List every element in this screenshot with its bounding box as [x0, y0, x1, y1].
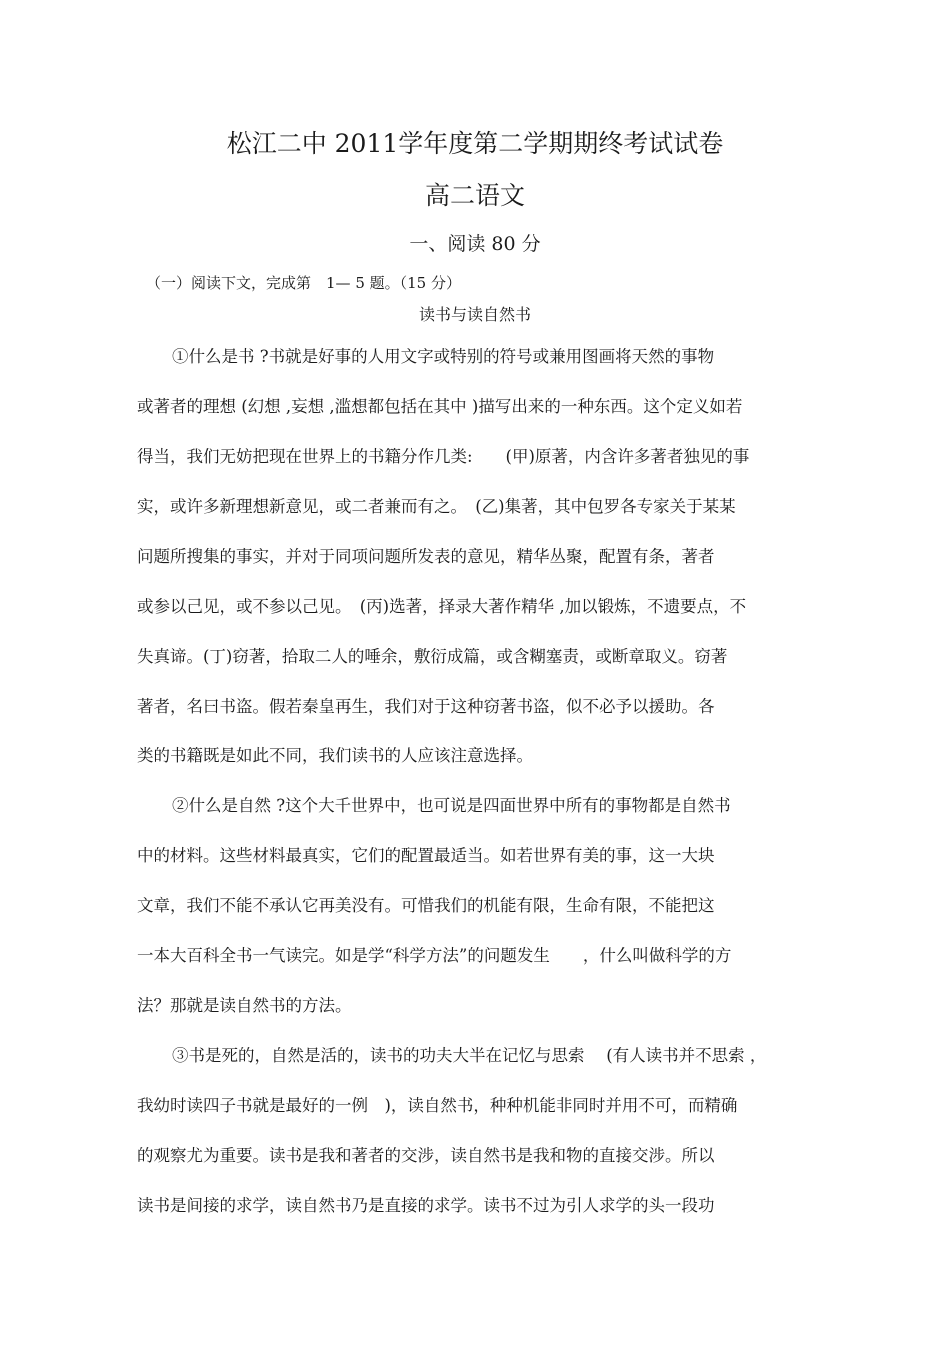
article-line: 或参以己见，或不参以己见。 (丙)选著，择录大著作精华 ,加以锻炼，不遗要点，不: [137, 597, 747, 616]
section-heading: 一、阅读 80 分: [409, 233, 541, 255]
article-line: 中的材料。这些材料最真实，它们的配置最适当。如若世界有美的事，这一大块: [137, 846, 715, 865]
question-instruction: （一）阅读下文，完成第 1— 5 题。（15 分）: [146, 274, 461, 292]
article-line: 著者，名曰书盗。假若秦皇再生，我们对于这种窃著书盗，似不必予以援助。各: [137, 697, 715, 716]
article-line: 我幼时读四子书就是最好的一例 )，读自然书，种种机能非同时并用不可，而精确: [137, 1096, 738, 1115]
exam-title: 松江二中 2011学年度第二学期期终考试试卷: [226, 129, 724, 158]
article-line: 失真谛。(丁)窃著，拾取二人的唾余，敷衍成篇，或含糊塞责，或断章取义。窃著: [137, 647, 728, 666]
article-line: 得当，我们无妨把现在世界上的书籍分作几类: (甲)原著，内含许多著者独见的事: [137, 447, 750, 466]
article-line: 的观察尤为重要。读书是我和著者的交涉，读自然书是我和物的直接交涉。所以: [137, 1146, 715, 1165]
article-line: 文章，我们不能不承认它再美没有。可惜我们的机能有限，生命有限，不能把这: [137, 896, 715, 915]
article-title: 读书与读自然书: [418, 305, 531, 324]
article-line: 法？那就是读自然书的方法。: [137, 996, 352, 1015]
article-line: ①什么是书 ?书就是好事的人用文字或特别的符号或兼用图画将天然的事物: [172, 347, 715, 366]
article-line: 或著者的理想 (幻想 ,妄想 ,滥想都包括在其中 )描写出来的一种东西。这个定义如若: [137, 397, 743, 416]
article-line: 读书是间接的求学，读自然书乃是直接的求学。读书不过为引人求学的头一段功: [137, 1196, 715, 1215]
article-line: ②什么是自然 ?这个大千世界中，也可说是四面世界中所有的事物都是自然书: [172, 796, 731, 815]
article-line: 实，或许多新理想新意见，或二者兼而有之。 (乙)集著，其中包罗各专家关于某某: [137, 497, 736, 516]
article-line: ③书是死的，自然是活的，读书的功夫大半在记忆与思索 (有人读书并不思索 ，: [172, 1046, 767, 1065]
subject-title: 高二语文: [424, 181, 525, 210]
article-line: 一本大百科全书一气读完。如是学“科学方法”的问题发生 ，什么叫做科学的方: [137, 946, 732, 965]
article-line: 问题所搜集的事实，并对于同项问题所发表的意见，精华丛聚，配置有条，著者: [137, 547, 715, 566]
article-line: 类的书籍既是如此不同，我们读书的人应该注意选择。: [137, 746, 533, 765]
